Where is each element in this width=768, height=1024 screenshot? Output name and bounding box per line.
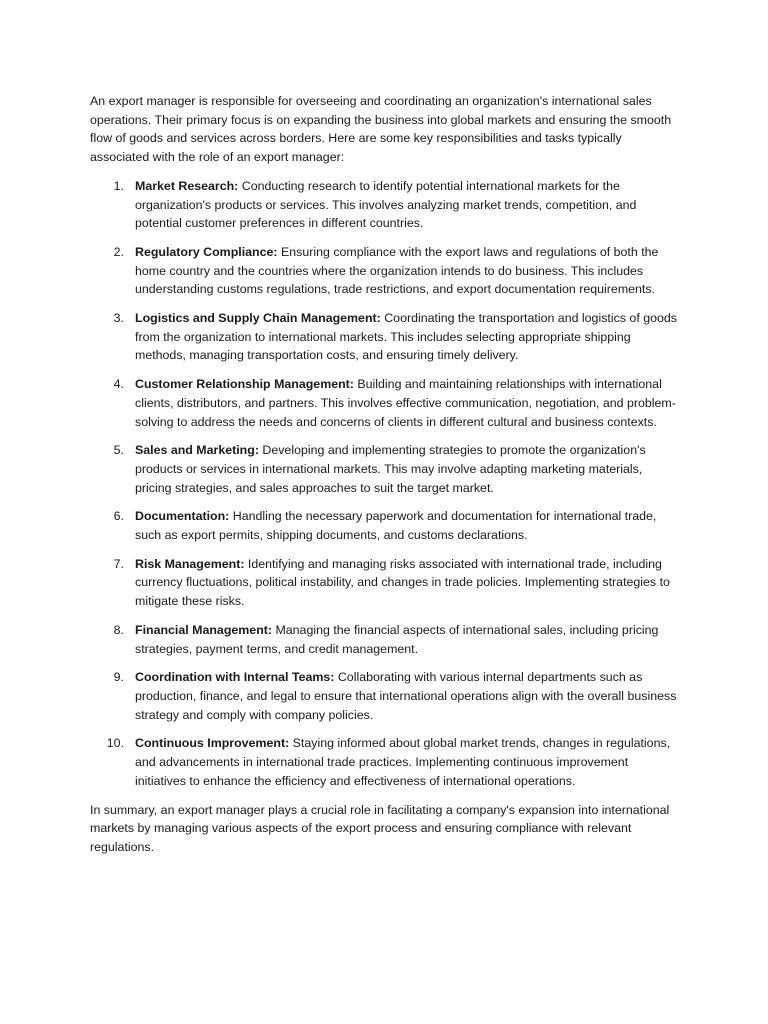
list-item-title: Customer Relationship Management: <box>135 377 354 392</box>
list-item <box>90 555 682 611</box>
list-item-number: 2. <box>113 244 124 259</box>
list-item-number: 3. <box>113 311 124 326</box>
list-item-number: 7. <box>113 556 124 571</box>
list-item-number: 6. <box>113 509 124 524</box>
list-item-title: Regulatory Compliance: <box>135 244 278 259</box>
list-item-text: Identifying and managing risks associated with international trade, including currency fluctuations, political instability, and changes in trade policies. Implementing strategies to mitigate these risks. <box>135 556 670 609</box>
list-item-text: Ensuring compliance with the export laws and regulations of both the home country and the countries where the organization intends to do business. This includes understanding customs regulations, trade restrictions, and export documentation requirements. <box>135 244 659 297</box>
list-item <box>90 507 682 544</box>
list-item-number: 4. <box>113 377 124 392</box>
list-item-title: Logistics and Supply Chain Management: <box>135 311 381 326</box>
list-item-title: Market Research: <box>135 178 239 193</box>
list-item-text: Conducting research to identify potential international markets for the organization's products or services. This involves analyzing market trends, competition, and potential customer preferences in different countries. <box>135 178 637 231</box>
list-item <box>90 243 682 299</box>
list-item-number: 5. <box>113 443 124 458</box>
list-item <box>90 177 682 233</box>
list-item-text: Collaborating with various internal departments such as production, finance, and legal to ensure that international operations align with the overall business strategy and comply with company policies. <box>135 670 677 722</box>
summary-paragraph: In summary, an export manager plays a crucial role in facilitating a company's expansion into international markets by managing various aspects of the export process and ensuring compliance with relevant regulations. <box>90 802 670 854</box>
list-item-title: Risk Management: <box>135 556 245 571</box>
list-item <box>90 441 682 497</box>
list-item <box>90 309 682 365</box>
document-page <box>90 92 682 867</box>
list-item-text: Developing and implementing strategies to promote the organization's products or services in international markets. This may involve adapting marketing materials, pricing strategies, and sales approaches to suit the target market. <box>135 443 646 495</box>
list-item-text: Staying informed about global market trends, changes in regulations, and advancements in international trade practices. Implementing continuous improvement initiatives to enhance the efficiency and effectiveness of international operations. <box>135 736 671 788</box>
list-item-number: 10. <box>106 736 124 751</box>
list-item-number: 1. <box>113 178 124 193</box>
list-item-text: Managing the financial aspects of international sales, including pricing strategies, payment terms, and credit management. <box>135 622 659 656</box>
list-item-text: Handling the necessary paperwork and documentation for international trade, such as export permits, shipping documents, and customs declarations. <box>135 509 657 543</box>
list-item-number: 8. <box>113 622 124 637</box>
responsibilities-list <box>90 177 682 791</box>
list-item-text: Coordinating the transportation and logistics of goods from the organization to international markets. This includes selecting appropriate shipping methods, managing transportation costs, and ensuring timely delivery. <box>135 311 677 363</box>
list-item <box>90 668 682 724</box>
list-item-title: Financial Management: <box>135 622 273 637</box>
intro-paragraph: An export manager is responsible for overseeing and coordinating an organization's international sales operations. Their primary focus is on expanding the business into global markets and ensuring the smooth flow of goods and services across borders. Here are some key responsibilities and tasks typically associated with the role of an export manager: <box>90 94 672 165</box>
list-item-title: Continuous Improvement: <box>135 736 290 751</box>
list-item-title: Coordination with Internal Teams: <box>135 670 335 685</box>
list-item <box>90 621 682 658</box>
list-item-title: Documentation: <box>135 509 230 524</box>
list-item-text: Building and maintaining relationships with international clients, distributors, and partners. This involves effective communication, negotiation, and problem-solving to address the needs and concerns of clients in different cultural and business contexts. <box>135 377 676 429</box>
list-item-title: Sales and Marketing: <box>135 443 259 458</box>
list-item <box>90 375 682 431</box>
list-item-number: 9. <box>113 670 124 685</box>
list-item <box>90 734 682 790</box>
